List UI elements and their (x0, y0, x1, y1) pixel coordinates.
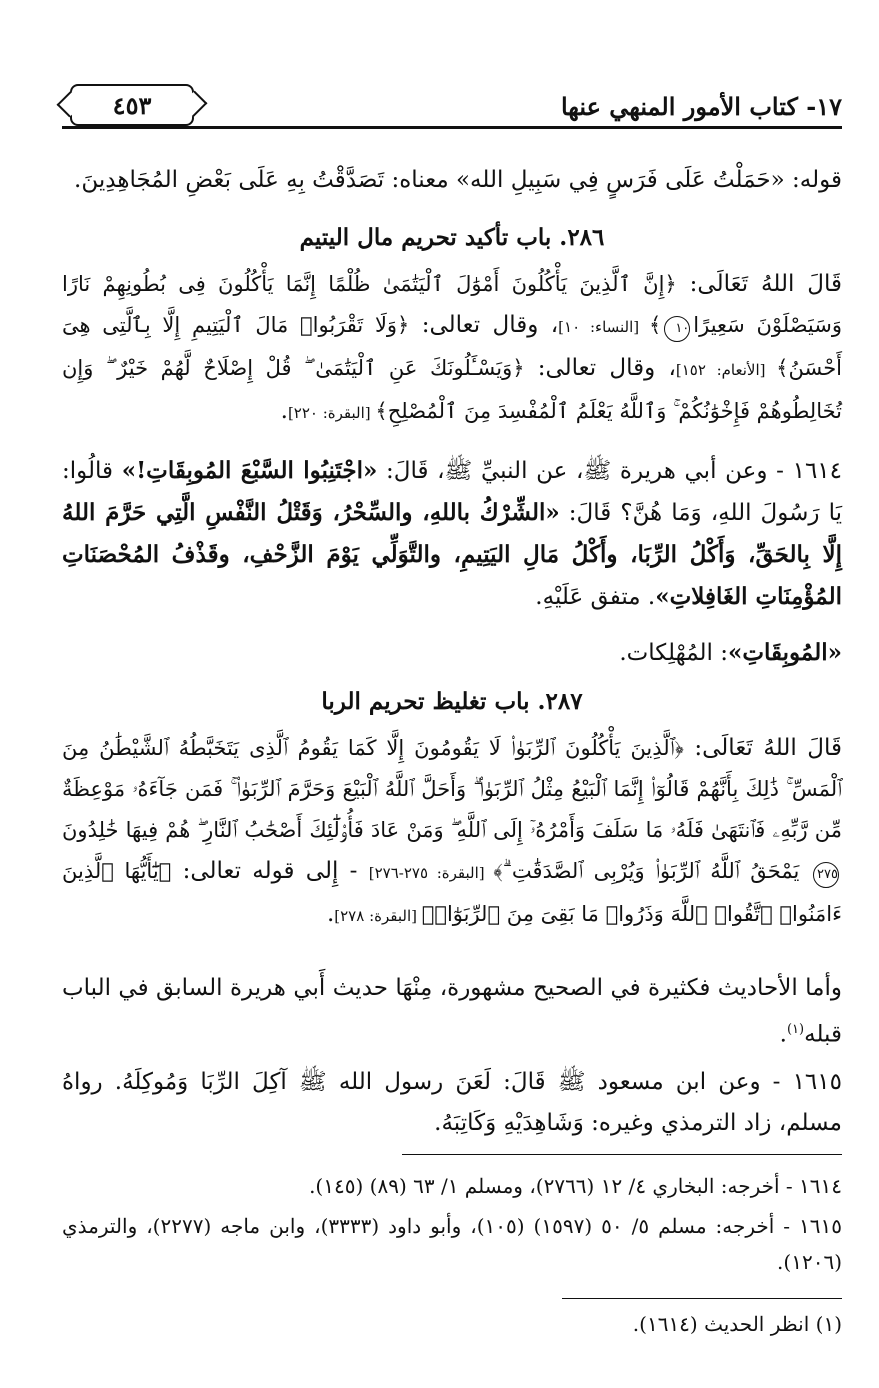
paragraph-text: وأما الأحاديث فكثيرة في الصحيح مشهورة، مِنْهَا حديث أَبي هريرة السابق في الباب قبله (62, 975, 842, 1048)
hadith-lead: ١٦١٤ - وعن أبي هريرة ﷺ، عن النبيِّ ﷺ، قَالَ: (377, 458, 843, 484)
quran-verse: ﴿وَيَسْـَٔلُونَكَ عَنِ ٱلْيَتَٰمَىٰ ۖ قُلْ إِصْلَاحٌ لَّهُمْ خَيْرٌ ۖ وَإِن تُخَالِطُوهُمْ فَإِخْوَٰنُكُمْ ۚ وَٱللَّهُ يَعْلَمُ ٱلْمُفْسِدَ مِنَ ٱلْمُصْلِحِ﴾ (62, 356, 842, 423)
intro-paragraph: قوله: «حَمَلْتُ عَلَى فَرَسٍ فِي سَبِيلِ الله» معناه: تَصَدَّقْتُ بِهِ عَلَى بَعْضِ المُجَاهِدِينَ. (74, 167, 842, 193)
quran-verse: يَمْحَقُ ٱللَّهُ ٱلرِّبَوٰا۟ وَيُرْبِى ٱلصَّدَقَٰتِ ۗ﴾ (493, 859, 810, 883)
verse-reference: [البقرة: ٢٢٠] (287, 404, 376, 422)
takhrij-1615: ١٦١٥ - أخرجه: مسلم ٥/ ٥٠ (١٥٩٧) (١٠٥)، وأبو داود (٣٣٣٣)، وابن ماجه (٢٢٧٧)، والترمذي (١٢٠٦). (62, 1214, 843, 1274)
hadith-intro-paragraph (62, 968, 842, 1056)
takhrij-rule (402, 1154, 842, 1155)
gloss-line (62, 632, 842, 674)
takhrij-1614: ١٦١٤ - أخرجه: البخاري ٤/ ١٢ (٢٧٦٦)، ومسلم ١/ ٦٣ (٨٩) (١٤٥). (309, 1174, 842, 1198)
sentence-end: . (280, 398, 288, 424)
chapter-title: ١٧- كتاب الأمور المنهي عنها (560, 92, 842, 121)
gloss-term: «المُوبِقَاتِ» (727, 639, 842, 666)
verse-close: ﴾ (648, 313, 662, 337)
verse-join: ، وقال تعالى: (524, 355, 676, 381)
verse-reference: [البقرة: ٢٧٨] (334, 907, 422, 925)
section-heading-287: ٢٨٧. باب تغليظ تحريم الربا (321, 688, 583, 715)
hadith-1615: ١٦١٥ - وعن ابن مسعود ﷺ قَالَ: لَعَنَ رسول الله ﷺ آكِلَ الرِّبَا وَمُوكِلَهُ. رواهُ مسلم، زاد الترمذي وغيره: وَشَاهِدَيْهِ وَكَاتِبَهُ. (62, 1069, 842, 1136)
verse-reference: [الأنعام: ١٥٢] (675, 361, 777, 379)
verse-reference: [النساء: ١٠] (558, 318, 649, 336)
sentence-end: . (779, 1021, 787, 1048)
section-286-verses (62, 264, 842, 434)
quran-verse: ﴿ٱلَّذِينَ يَأْكُلُونَ ٱلرِّبَوٰا۟ لَا يَقُومُونَ إِلَّا كَمَا يَقُومُ ٱلَّذِى يَتَخَبَّطُهُ ٱلشَّيْطَٰنُ مِنَ ٱلْمَسِّ ۚ ذَٰلِكَ بِأَنَّهُمْ قَالُوٓا۟ إِنَّمَا ٱلْبَيْعُ مِثْلُ ٱلرِّبَوٰا۟ ۗ وَأَحَلَّ ٱللَّهُ ٱلْبَيْعَ وَحَرَّمَ ٱلرِّبَوٰا۟ ۚ فَمَن جَآءَهُۥ مَوْعِظَةٌ مِّن رَّبِّهِۦ فَٱنتَهَىٰ فَلَهُۥ مَا سَلَفَ وَأَمْرُهُۥٓ إِلَى ٱللَّهِ ۖ وَمَنْ عَادَ فَأُو۟لَٰٓئِكَ أَصْحَٰبُ ٱلنَّارِ ۖ هُمْ فِيهَا خَٰلِدُونَ (62, 736, 842, 842)
hadith-text: قالُوا: يَا رَسُولَ اللهِ، وَمَا هُنَّ؟ قَالَ: (62, 458, 842, 526)
gloss-definition: : المُهْلِكات. (619, 640, 728, 666)
hadith-source: . متفق عَلَيْهِ. (535, 584, 656, 610)
footnote-rule (562, 1298, 842, 1299)
sentence-end: . (326, 901, 335, 927)
quran-verse: ﴿إِنَّ ٱلَّذِينَ يَأْكُلُونَ أَمْوَٰلَ ٱلْيَتَٰمَىٰ ظُلْمًا إِنَّمَا يَأْكُلُونَ فِى بُطُونِهِمْ نَارًا وَسَيَصْلَوْنَ سَعِيرًا (62, 272, 843, 337)
ayah-number-marker: ١٠ (664, 316, 690, 342)
verse-join: - إِلى قوله تعالى: (171, 858, 369, 884)
book-page (62, 0, 842, 1388)
page-header (62, 82, 842, 132)
header-rule (62, 126, 842, 129)
hadith-1614 (62, 450, 842, 618)
verse-lead: قَالَ اللهُ تَعَالَى: (676, 271, 842, 297)
ayah-number-marker: ٢٧٥ (813, 862, 839, 888)
verse-lead: قَالَ اللهُ تَعَالَى: (683, 735, 843, 761)
section-heading-286: ٢٨٦. باب تأكيد تحريم مال اليتيم (299, 224, 605, 251)
page-number: ٤٥٣ (70, 84, 194, 126)
verse-join: ، وقال تعالى: (409, 312, 559, 338)
verse-reference: [البقرة: ٢٧٥-٢٧٦] (368, 864, 494, 882)
section-287-verses (62, 728, 842, 937)
footnote-1: (١) انظر الحديث (١٦١٤). (632, 1312, 842, 1336)
quran-verse: ﴿يَٰٓأَيُّهَا ٱلَّذِينَ ءَامَنُوا۟ ٱتَّقُوا۟ ٱللَّهَ وَذَرُوا۟ مَا بَقِىَ مِنَ ٱلرِّبَوٰٓا۟﴾ (62, 859, 842, 926)
quran-verse: ﴿وَلَا تَقْرَبُوا۟ مَالَ ٱلْيَتِيمِ إِلَّا بِٱلَّتِى هِىَ أَحْسَنُ﴾ (62, 313, 843, 380)
hadith-quote: «اجْتَنِبُوا السَّبْعَ المُوبِقَاتِ!» (121, 457, 378, 484)
footnote-marker: (١) (786, 1022, 805, 1037)
hadith-quote: «الشِّرْكُ باللهِ، والسِّحْرُ، وَقَتْلُ النَّفْسِ الَّتِي حَرَّمَ اللهُ إِلَّا بِالحَقِّ، وَأَكْلُ الرِّبَا، وأَكْلُ مَالِ اليَتِيمِ، والتَّوَلِّي يَوْمَ الزَّحْفِ، وقَذْفُ المُحْصَنَاتِ المُؤْمِنَاتِ الغَافِلاتِ» (62, 499, 842, 610)
